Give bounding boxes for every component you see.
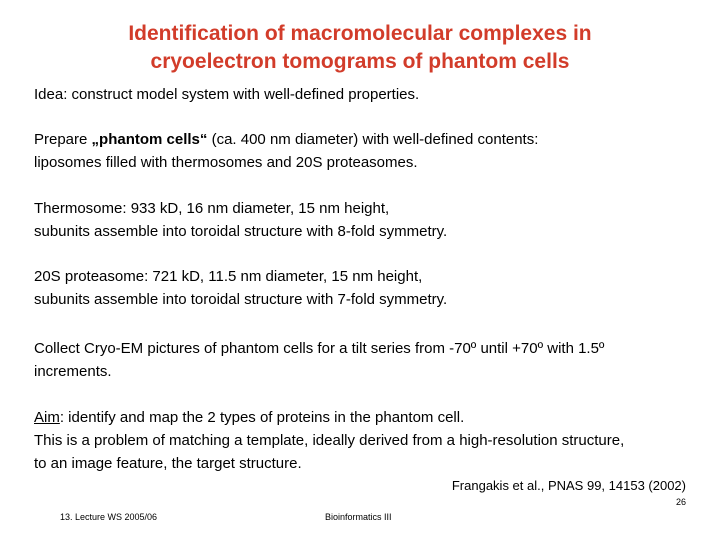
phantom-cells-term: „phantom cells“ — [91, 131, 208, 148]
prepare-prefix: Prepare — [34, 131, 92, 148]
footer-lecture: 13. Lecture WS 2005/06 — [60, 512, 158, 522]
citation: Frangakis et al., PNAS 99, 14153 (2002) — [451, 478, 686, 493]
thermosome-paragraph — [34, 197, 684, 243]
prepare-line-2: liposomes filled with thermosomes and 20S proteasomes. — [34, 154, 418, 171]
thermosome-line-2: subunits assemble into toroidal structure with 8-fold symmetry. — [34, 223, 448, 240]
proteasome-paragraph — [34, 265, 684, 311]
prepare-paragraph — [34, 128, 684, 174]
idea-paragraph — [34, 83, 684, 106]
collect-paragraph — [34, 337, 684, 383]
thermosome-line-1: Thermosome: 933 kD, 16 nm diameter, 15 nm height, — [34, 200, 390, 217]
slide-title — [40, 20, 680, 76]
idea-text: Idea: construct model system with well-defined properties. — [34, 86, 420, 103]
aim-line-3: to an image feature, the target structure. — [34, 455, 302, 472]
title-line-1: Identification of macromolecular complexes in — [128, 22, 592, 45]
aim-label: Aim — [34, 409, 60, 426]
footer-course: Bioinformatics III — [325, 512, 392, 522]
proteasome-line-1: 20S proteasome: 721 kD, 11.5 nm diameter, 15 nm height, — [34, 268, 423, 285]
page-number: 26 — [675, 497, 686, 507]
aim-paragraph — [34, 406, 684, 475]
proteasome-line-2: subunits assemble into toroidal structure with 7-fold symmetry. — [34, 291, 448, 308]
title-line-2: cryoelectron tomograms of phantom cells — [150, 50, 570, 73]
aim-line-1-rest: : identify and map the 2 types of proteins in the phantom cell. — [59, 409, 465, 426]
prepare-line-1 — [34, 128, 684, 151]
aim-line-2: This is a problem of matching a template, ideally derived from a high-resolution structure, — [34, 432, 625, 449]
collect-line-1: Collect Cryo-EM pictures of phantom cells for a tilt series from -70º until +70º with 1.5º — [34, 340, 605, 357]
aim-line-1 — [34, 406, 684, 429]
collect-line-2: increments. — [34, 363, 112, 380]
prepare-suffix: (ca. 400 nm diameter) with well-defined contents: — [207, 131, 539, 148]
